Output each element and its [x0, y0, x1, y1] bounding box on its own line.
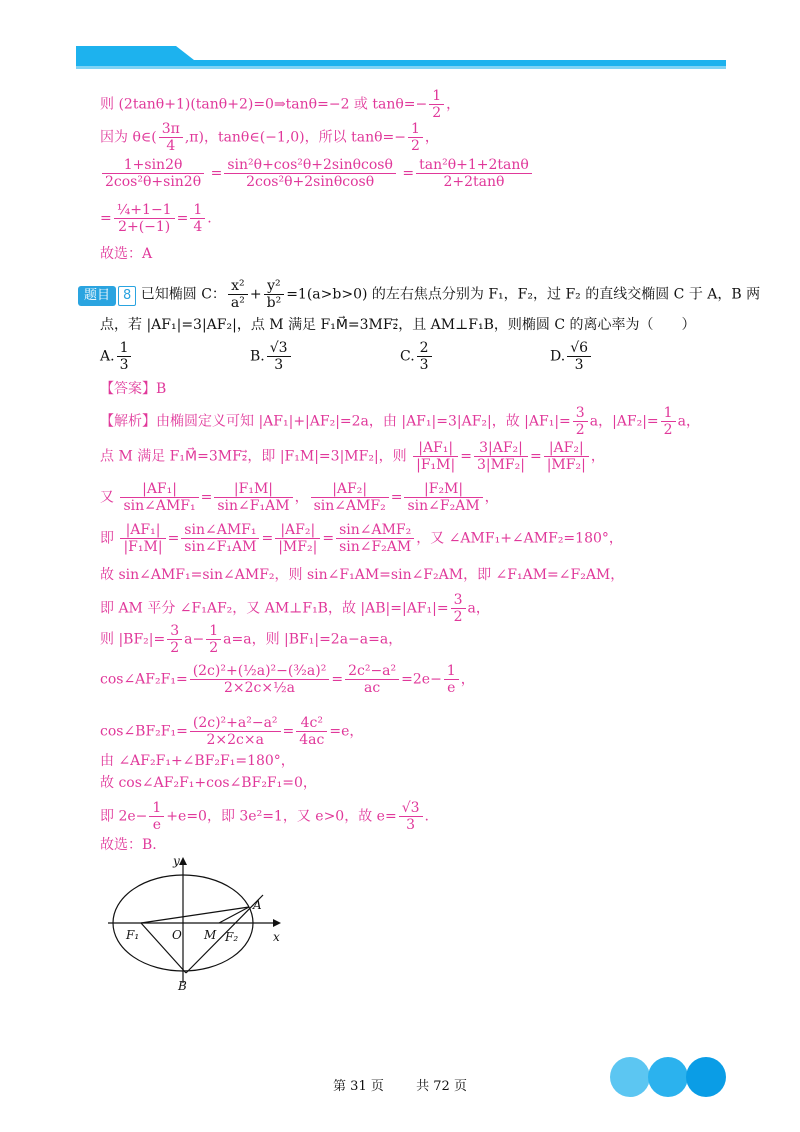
circle-icon: [648, 1057, 688, 1097]
y-axis-arrow-icon: [179, 857, 187, 865]
question-number: 8: [118, 286, 136, 306]
solution-line-5: 故选：A: [100, 246, 153, 262]
y-label: y: [173, 855, 180, 868]
analysis-line-3: 又 $\frac{\text{|AF₁|}}{\text{sin∠AMF₁}}$ = $\frac{\text{|F₁M|}}{\text{sin∠F₁AM}}$ ， $\frac{\text{|AF₂|}}{\text{sin∠AMF₂}}$ = $\frac{\text{|F₂M|}}{\text{sin∠F₂AM}}$ ，: [100, 481, 499, 514]
analysis-line-6: 即 AM 平分 ∠F₁AF₂，又 AM⊥F₁B，故 |AB|=|AF₁|= $\frac{3}{2}$ a，: [100, 592, 490, 625]
analysis-line-13: 故选：B.: [100, 837, 157, 853]
circle-icon: [610, 1057, 650, 1097]
analysis-label: 【解析】: [100, 413, 156, 430]
analysis-line-2: 点 M 满足 F₁M⃗=3MF₂⃗，即 |F₁M|=3|MF₂|，则 $\frac{\text{|AF₁|}}{\text{|F₁M|}}$ = $\frac{\text{3|AF₂|}}{\text{3|MF₂|}}$ = $\frac{\text{|AF₂|}}{\text{|MF₂|}}$ ，: [100, 440, 605, 473]
solution-line-3: $\frac{1+\sin 2\theta}{\text{2cos²θ+sin2θ}}$ = $\frac{\text{sin²θ+cos²θ+2sinθcosθ}}{\text{2cos²θ+2sinθcosθ}}$ = $\frac{\text{tan²θ+1+2tanθ}}{2+2\tan\theta}$: [100, 157, 534, 190]
option-a[interactable]: A. $\frac{1}{3}$: [100, 340, 133, 373]
point-m-label: M: [204, 928, 217, 942]
page-total: 共 72 页: [416, 1079, 467, 1094]
analysis-line-5: 故 sin∠AMF₁=sin∠AMF₂，则 sin∠F₁AM=sin∠F₂AM，即 ∠F₁AM=∠F₂AM，: [100, 567, 625, 583]
point-a-label: A: [253, 898, 262, 912]
page-number: 第 31 页: [333, 1079, 384, 1094]
analysis-line-7: 则 |BF₂|= $\frac{3}{2}$ a− $\frac{1}{2}$ a=a，则 |BF₁|=2a−a=a，: [100, 623, 403, 656]
analysis-line-1: 【解析】由椭圆定义可知 |AF₁|+|AF₂|=2a，由 |AF₁|=3|AF₂|，故 |AF₁|= $\frac{3}{2}$ a，|AF₂|= $\frac{1}{2}$ a，: [100, 405, 700, 438]
point-o-label: O: [172, 928, 182, 942]
answer-value: B: [156, 381, 167, 397]
analysis-line-10: 由 ∠AF₂F₁+∠BF₂F₁=180°，: [100, 753, 295, 769]
question-line-1: 题目 8 已知椭圆 C： $\frac{\text{x²}}{\text{a²}}$ + $\frac{\text{y²}}{\text{b²}}$ =1(a>b>0) 的左右焦点分别为 F₁，F₂，过 F₂ 的直线交椭圆 C 于 A，B 两: [78, 278, 760, 311]
question-line-2: 点，若 |AF₁|=3|AF₂|，点 M 满足 F₁M⃗=3MF₂⃗，且 AM⊥F₁B，则椭圆 C 的离心率为（ ）: [100, 317, 696, 333]
x-label: x: [273, 930, 280, 944]
option-c[interactable]: C. $\frac{2}{3}$: [400, 340, 434, 373]
header-decoration: [76, 44, 726, 72]
point-f1-label: F₁: [126, 928, 140, 942]
analysis-line-9: cos∠BF₂F₁= $\frac{\text{(2c)²+a²−a²}}{2\times 2c\times a}$ = $\frac{\text{4c²}}{4ac}$ =e，: [100, 715, 364, 748]
answer-line: [100, 380, 166, 398]
point-b-label: B: [178, 979, 187, 993]
solution-line-2: 因为 θ∈( $\frac{3\pi}{4}$ ,π)，tanθ∈(−1,0)，所以 tanθ=− $\frac{1}{2}$ ，: [100, 121, 439, 154]
x-axis-arrow-icon: [273, 919, 281, 927]
analysis-line-4: 即 $\frac{\text{|AF₁|}}{\text{|F₁M|}}$ = $\frac{\text{sin∠AMF₁}}{\text{sin∠F₁AM}}$ = $\frac{\text{|AF₂|}}{\text{|MF₂|}}$ = $\frac{\text{sin∠AMF₂}}{\text{sin∠F₂AM}}$ ，又 ∠AMF₁+∠AMF₂=180°，: [100, 522, 623, 555]
circle-icon: [686, 1057, 726, 1097]
solution-line-1: 则 (2tanθ+1)(tanθ+2)=0⇒tanθ=−2 或 tanθ=− $\frac{1}{2}$ ，: [100, 88, 461, 121]
analysis-line-8: cos∠AF₂F₁= $\frac{\text{(2c)²+(½a)²−(³⁄₂a)²}}{\text{2×2c×½a}}$ = $\frac{\text{2c²−a²}}{ac}$ =2e− $\frac{1}{e}$ ，: [100, 663, 475, 696]
footer-circles: [608, 1055, 728, 1099]
solution-line-4: = $\frac{\text{¼+1−1}}{2+(-1)}$ = $\frac{1}{4}$ .: [100, 202, 212, 235]
option-d[interactable]: D. $\frac{√6}{3}$: [550, 340, 593, 373]
answer-label: 【答案】: [100, 381, 156, 397]
analysis-line-12: 即 2e− $\frac{1}{e}$ +e=0，即 3e²=1，又 e>0，故 e= $\frac{√3}{3}$ .: [100, 800, 429, 833]
question-label: 题目: [78, 286, 116, 306]
header-bar: [76, 44, 726, 72]
option-b[interactable]: B. $\frac{√3}{3}$: [250, 340, 293, 373]
point-f2-label: F₂: [225, 930, 239, 944]
analysis-line-11: 故 cos∠AF₂F₁+cos∠BF₂F₁=0，: [100, 775, 317, 791]
ellipse-figure: [108, 855, 298, 995]
